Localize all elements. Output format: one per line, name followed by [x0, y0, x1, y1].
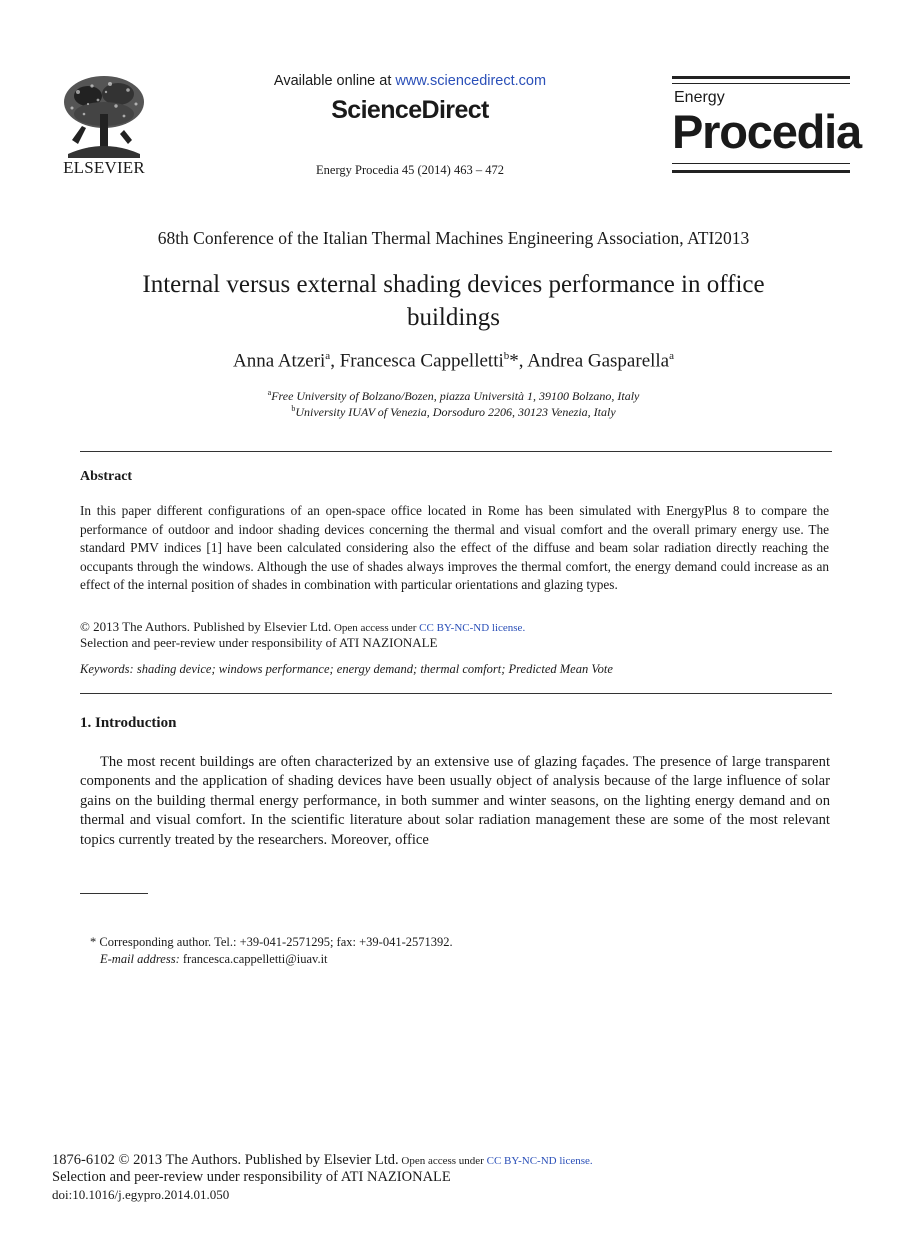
copyright-text: © 2013 The Authors. Published by Elsevier Ltd.	[80, 619, 332, 634]
author-list	[40, 350, 867, 372]
copyright-line	[80, 619, 525, 635]
peer-review-line: Selection and peer-review under responsibility of ATI NAZIONALE	[80, 635, 438, 650]
abstract-heading: Abstract	[80, 469, 133, 484]
section-heading-introduction: 1. Introduction	[80, 715, 177, 731]
issn-copyright-line	[52, 1152, 593, 1169]
keywords-line: Keywords: shading device; windows performance; energy demand; thermal comfort; Predicted Mean Vote	[80, 662, 613, 676]
journal-logo-energy: Energy	[674, 89, 725, 106]
affiliation-mark: a	[267, 388, 272, 397]
sciencedirect-wordmark: ScienceDirect	[331, 96, 489, 124]
affiliation-text: Free University of Bolzano/Bozen, piazza Università 1, 39100 Bolzano, Italy	[271, 389, 640, 403]
corresponding-author-footnote: * Corresponding author. Tel.: +39-041-2571295; fax: +39-041-2571392.	[90, 935, 453, 949]
open-access-text: Open access under	[331, 622, 420, 634]
journal-logo-rule-thin	[672, 83, 850, 84]
author-name: Andrea Gasparella	[527, 350, 670, 372]
paper-title	[80, 268, 827, 334]
journal-logo-procedia: Procedia	[672, 105, 861, 158]
license-link-bottom[interactable]: CC BY-NC-ND license.	[486, 1155, 593, 1167]
abstract-body: In this paper different configurations of an open-space office located in Rome has been simulated with EnergyPlus 8 to compare the performance of outdoor and indoor shading devices concerning the thermal and visual comfort and the overall primary energy use. The standard PMV indices [1] have been calculated considering also the effect of the diffuse and beam solar radiation directly reaching the occupants through the windows. Although the use of shades always improves the thermal comfort, the energy demand could increase as an effect of the internal position of shades in combination with particular orientations and glazing types.	[80, 503, 829, 593]
journal-citation: Energy Procedia 45 (2014) 463 – 472	[316, 163, 504, 177]
available-online-line	[220, 73, 600, 89]
peer-review-line-bottom: Selection and peer-review under responsibility of ATI NAZIONALE	[52, 1169, 451, 1185]
email-footnote	[100, 952, 328, 967]
journal-logo-rule-bottom	[672, 170, 850, 173]
issn-copyright-text: 1876-6102 © 2013 The Authors. Published by Elsevier Ltd.	[52, 1152, 399, 1168]
journal-logo-rule-top	[672, 76, 850, 79]
affiliation-text: University IUAV of Venezia, Dorsoduro 2206, 30123 Venezia, Italy	[295, 405, 616, 419]
license-link[interactable]: CC BY-NC-ND license.	[419, 622, 526, 634]
journal-logo-rule-bottom-thin	[672, 163, 850, 164]
author-affiliation-mark: b	[503, 350, 510, 362]
author-separator: *,	[509, 350, 528, 372]
affiliation-a	[40, 388, 867, 404]
paper-title-line-2: buildings	[406, 304, 501, 331]
author-affiliation-mark: a	[325, 350, 331, 362]
affiliation-b	[40, 404, 867, 420]
paper-title-line-1: Internal versus external shading devices performance in office	[142, 271, 765, 298]
doi-line[interactable]: doi:10.1016/j.egypro.2014.01.050	[52, 1187, 230, 1202]
email-address[interactable]: francesca.cappelletti@iuav.it	[179, 952, 328, 966]
elsevier-wordmark: ELSEVIER	[63, 158, 145, 177]
author-name: Francesca Cappelletti	[339, 350, 504, 372]
affiliation-mark: b	[291, 404, 296, 413]
author-affiliation-mark: a	[669, 350, 675, 362]
footnote-rule	[80, 893, 148, 894]
author-separator: ,	[330, 350, 340, 372]
abstract-top-rule	[80, 451, 832, 452]
conference-name: 68th Conference of the Italian Thermal Machines Engineering Association, ATI2013	[157, 228, 750, 248]
available-prefix: Available online at	[273, 73, 396, 89]
author-name: Anna Atzeri	[232, 350, 326, 372]
abstract-bottom-rule	[80, 693, 832, 694]
open-access-text: Open access under	[398, 1155, 487, 1167]
sciencedirect-link[interactable]: www.sciencedirect.com	[395, 73, 547, 89]
introduction-paragraph: The most recent buildings are often characterized by an extensive use of glazing façades. The presence of large transparent components and the application of shading devices have been usually object of analysis because of the large influence of solar gains on the building thermal energy performance, in both summer and winter seasons, on the lighting energy demand and on thermal and visual comfort. In the scientific literature about solar radiation management these are some of the most relevant topics currently treated by the researchers. Moreover, office	[80, 754, 830, 848]
email-label: E-mail address:	[100, 952, 180, 966]
